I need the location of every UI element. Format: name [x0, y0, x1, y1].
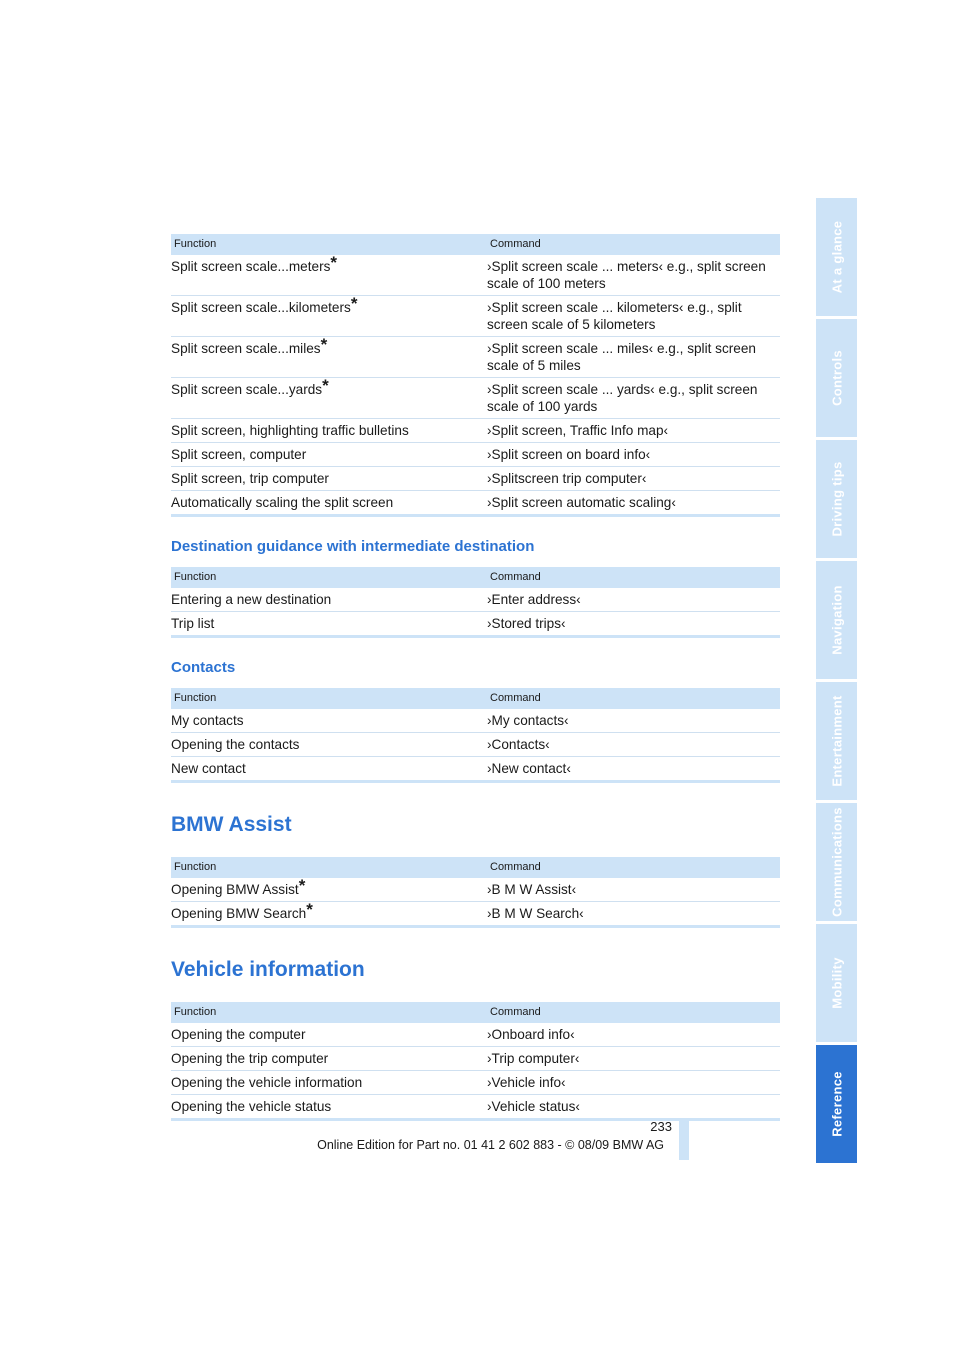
- command-cell: ›Splitscreen trip computer‹: [487, 467, 780, 491]
- function-text: Split screen scale...yards: [171, 382, 323, 397]
- function-text: Opening the vehicle status: [171, 1099, 332, 1114]
- function-cell: [171, 1047, 487, 1071]
- section-title-vehicle-information: Vehicle information: [171, 958, 365, 981]
- contacts-table: [171, 688, 780, 783]
- table-row: [171, 1023, 780, 1047]
- optional-equipment-asterisk: *: [322, 376, 329, 395]
- function-text: Opening the contacts: [171, 737, 300, 752]
- table-row: [171, 612, 780, 637]
- table-row: [171, 467, 780, 491]
- function-text: Opening the computer: [171, 1027, 306, 1042]
- command-cell: ›B M W Assist‹: [487, 878, 780, 902]
- table-row: [171, 878, 780, 902]
- function-cell: [171, 443, 487, 467]
- function-text: Split screen scale...kilometers: [171, 300, 351, 315]
- command-cell: ›Split screen on board info‹: [487, 443, 780, 467]
- table-header-row: [171, 1002, 780, 1023]
- function-cell: [171, 757, 487, 782]
- function-cell: [171, 1095, 487, 1120]
- function-text: Automatically scaling the split screen: [171, 495, 394, 510]
- chapter-tab-communications[interactable]: [816, 803, 857, 921]
- table-header-row: [171, 857, 780, 878]
- table-row: [171, 443, 780, 467]
- column-header-function: Function: [171, 1002, 487, 1023]
- chapter-tab-navigation[interactable]: [816, 561, 857, 679]
- function-text: Opening the vehicle information: [171, 1075, 363, 1090]
- command-cell: ›Vehicle info‹: [487, 1071, 780, 1095]
- optional-equipment-asterisk: *: [298, 876, 306, 895]
- section-title-bmw-assist: BMW Assist: [171, 813, 292, 836]
- optional-equipment-asterisk: *: [306, 900, 313, 919]
- chapter-tab-mobility[interactable]: [816, 924, 857, 1042]
- table-header-row: [171, 688, 780, 709]
- chapter-tab-controls[interactable]: [816, 319, 857, 437]
- function-cell: [171, 878, 487, 902]
- chapter-tab-label: Controls: [829, 350, 844, 406]
- function-cell: [171, 612, 487, 637]
- column-header-command: Command: [487, 1002, 780, 1023]
- function-cell: [171, 709, 487, 733]
- function-text: Split screen, highlighting traffic bulletins: [171, 423, 409, 438]
- optional-equipment-asterisk: *: [350, 294, 358, 313]
- bmw-assist-table: [171, 857, 780, 928]
- table-row: [171, 902, 780, 927]
- column-header-function: Function: [171, 567, 487, 588]
- command-cell: ›Split screen scale ... yards‹ e.g., split screen scale of 100 yards: [487, 378, 780, 419]
- command-cell: ›Split screen scale ... miles‹ e.g., split screen scale of 5 miles: [487, 337, 780, 378]
- chapter-tab-at-a-glance[interactable]: [816, 198, 857, 316]
- page-number: 233: [650, 1119, 672, 1134]
- column-header-command: Command: [487, 234, 780, 255]
- chapter-tabs: [816, 198, 857, 1166]
- column-header-function: Function: [171, 688, 487, 709]
- command-cell: ›Split screen scale ... meters‹ e.g., split screen scale of 100 meters: [487, 255, 780, 296]
- table-row: [171, 1071, 780, 1095]
- table-row: [171, 491, 780, 516]
- chapter-tab-driving-tips[interactable]: [816, 440, 857, 558]
- table-row: [171, 337, 780, 378]
- command-cell: ›Stored trips‹: [487, 612, 780, 637]
- function-text: My contacts: [171, 713, 244, 728]
- vehicle-information-table: [171, 1002, 780, 1121]
- command-cell: ›Vehicle status‹: [487, 1095, 780, 1120]
- function-cell: [171, 733, 487, 757]
- table-row: [171, 419, 780, 443]
- command-cell: ›Split screen, Traffic Info map‹: [487, 419, 780, 443]
- function-cell: [171, 419, 487, 443]
- destination-table: [171, 567, 780, 638]
- command-cell: ›My contacts‹: [487, 709, 780, 733]
- table-row: [171, 757, 780, 782]
- chapter-tab-reference[interactable]: [816, 1045, 857, 1163]
- function-cell: [171, 378, 487, 419]
- function-text: Opening the trip computer: [171, 1051, 329, 1066]
- page-number-bar: [679, 1120, 689, 1160]
- table-row: [171, 709, 780, 733]
- chapter-tab-label: Navigation: [829, 585, 844, 655]
- command-cell: ›New contact‹: [487, 757, 780, 782]
- chapter-tab-label: At a glance: [829, 220, 844, 294]
- chapter-tab-label: Entertainment: [829, 695, 844, 787]
- function-cell: [171, 296, 487, 337]
- chapter-tab-label: Communications: [829, 807, 844, 917]
- command-cell: ›Contacts‹: [487, 733, 780, 757]
- function-text: Split screen, computer: [171, 447, 307, 462]
- function-cell: [171, 1023, 487, 1047]
- table-row: [171, 255, 780, 296]
- column-header-command: Command: [487, 688, 780, 709]
- function-cell: [171, 255, 487, 296]
- footer-edition-note: Online Edition for Part no. 01 41 2 602 883 - © 08/09 BMW AG: [317, 1138, 664, 1152]
- function-text: Entering a new destination: [171, 592, 332, 607]
- command-cell: ›Trip computer‹: [487, 1047, 780, 1071]
- column-header-command: Command: [487, 857, 780, 878]
- split-screen-table: [171, 234, 780, 517]
- function-cell: [171, 588, 487, 612]
- function-cell: [171, 467, 487, 491]
- chapter-tab-label: Mobility: [829, 957, 844, 1009]
- function-cell: [171, 491, 487, 516]
- column-header-function: Function: [171, 234, 487, 255]
- function-text: Split screen scale...miles: [171, 341, 321, 356]
- table-row: [171, 733, 780, 757]
- table-row: [171, 378, 780, 419]
- column-header-function: Function: [171, 857, 487, 878]
- section-heading-contacts: Contacts: [171, 659, 236, 676]
- optional-equipment-asterisk: *: [330, 253, 338, 272]
- command-cell: ›B M W Search‹: [487, 902, 780, 927]
- function-text: New contact: [171, 761, 246, 776]
- function-text: Split screen, trip computer: [171, 471, 329, 486]
- function-cell: [171, 337, 487, 378]
- table-header-row: [171, 567, 780, 588]
- column-header-command: Command: [487, 567, 780, 588]
- function-text: Trip list: [171, 616, 215, 631]
- section-heading-destination: Destination guidance with intermediate destination: [171, 538, 535, 555]
- table-row: [171, 1047, 780, 1071]
- table-header-row: [171, 234, 780, 255]
- function-cell: [171, 902, 487, 927]
- function-text: Split screen scale...meters: [171, 259, 331, 274]
- table-row: [171, 588, 780, 612]
- command-cell: ›Enter address‹: [487, 588, 780, 612]
- command-cell: ›Split screen scale ... kilometers‹ e.g., split screen scale of 5 kilometers: [487, 296, 780, 337]
- chapter-tab-label: Reference: [829, 1071, 844, 1137]
- chapter-tab-label: Driving tips: [829, 461, 844, 537]
- function-text: Opening BMW Assist: [171, 882, 299, 897]
- table-row: [171, 1095, 780, 1120]
- main-content: [171, 234, 780, 1121]
- function-cell: [171, 1071, 487, 1095]
- chapter-tab-entertainment[interactable]: [816, 682, 857, 800]
- command-cell: ›Split screen automatic scaling‹: [487, 491, 780, 516]
- command-cell: ›Onboard info‹: [487, 1023, 780, 1047]
- table-row: [171, 296, 780, 337]
- function-text: Opening BMW Search: [171, 906, 307, 921]
- optional-equipment-asterisk: *: [320, 335, 328, 354]
